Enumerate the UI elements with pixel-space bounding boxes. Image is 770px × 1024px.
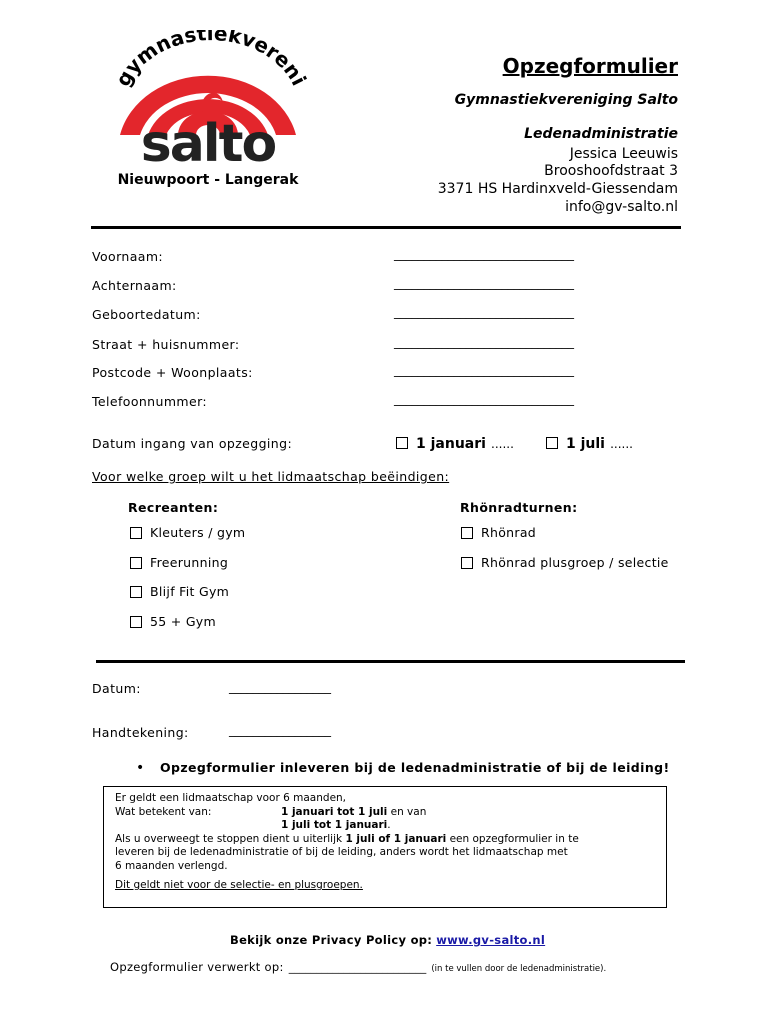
notice-line-4	[115, 833, 666, 847]
field-birthdate-input[interactable]: ______________________________	[394, 305, 574, 319]
notice-line-6: 6 maanden verlengd.	[115, 859, 228, 872]
notice-line-1: Er geldt een lidmaatschap voor 6 maanden,	[115, 792, 347, 804]
checkbox-icon[interactable]	[130, 527, 142, 539]
contact-street: Brooshoofdstraat 3	[544, 163, 678, 179]
checkbox-icon[interactable]	[396, 437, 408, 449]
field-last-name-label: Achternaam:	[92, 278, 177, 293]
field-phone-label: Telefoonnummer:	[92, 394, 208, 409]
bullet-dot: •	[136, 760, 145, 776]
notice-line-2	[115, 806, 666, 820]
processed-note: (in te vullen door de ledenadministratie).	[431, 964, 607, 974]
option-rhonrad-plus[interactable]	[461, 555, 669, 570]
notice-line-4-bold: 1 juli of 1 januari	[345, 832, 447, 845]
header-divider	[91, 226, 681, 229]
processed-input[interactable]: _________________________	[288, 961, 427, 974]
membership-notice-box	[103, 786, 667, 908]
notice-line-3	[115, 819, 666, 833]
option-kleuters[interactable]	[130, 525, 245, 540]
notice-line-2-label: Wat betekent van:	[115, 805, 212, 818]
rhonrad-heading: Rhönradturnen:	[460, 500, 578, 515]
notice-line-3-rest: .	[387, 819, 391, 831]
salto-logo	[108, 30, 308, 195]
field-phone-input[interactable]: ______________________________	[394, 392, 574, 406]
option-jul-dots: ......	[610, 437, 633, 451]
form-title: Opzegformulier	[502, 54, 678, 78]
checkbox-icon[interactable]	[130, 586, 142, 598]
option-blijf-fit-label: Blijf Fit Gym	[150, 584, 230, 599]
processed-line	[110, 956, 606, 975]
privacy-label: Bekijk onze Privacy Policy op:	[230, 933, 433, 947]
recreants-heading: Recreanten:	[128, 500, 219, 515]
field-street-input[interactable]: ______________________________	[394, 335, 574, 349]
privacy-line	[230, 933, 545, 947]
contact-email[interactable]: info@gv-salto.nl	[565, 199, 678, 215]
org-name: Gymnastiekvereniging Salto	[454, 92, 678, 108]
processed-label: Opzegformulier verwerkt op:	[110, 960, 284, 974]
option-jul-label: 1 juli	[566, 436, 605, 452]
start-date-label: Datum ingang van opzegging:	[92, 436, 293, 451]
dept-name: Ledenadministratie	[524, 126, 678, 142]
notice-line-3-bold: 1 juli tot 1 januari	[281, 819, 388, 831]
checkbox-icon[interactable]	[130, 616, 142, 628]
notice-line-2-bold: 1 januari tot 1 juli	[281, 805, 388, 818]
checkbox-icon[interactable]	[546, 437, 558, 449]
checkbox-icon[interactable]	[130, 557, 142, 569]
option-blijf-fit[interactable]	[130, 584, 229, 599]
logo-subtitle: Nieuwpoort - Langerak	[117, 172, 299, 188]
notice-line-5: leveren bij de ledenadministratie of bij de leiding, anders wordt het lidmaatschap met	[115, 846, 568, 858]
checkbox-icon[interactable]	[461, 527, 473, 539]
submit-instruction: Opzegformulier inleveren bij de ledenadministratie of bij de leiding!	[160, 760, 670, 775]
start-date-option-jan[interactable]	[396, 433, 514, 452]
start-date-option-jul[interactable]	[546, 433, 633, 452]
option-55-gym-label: 55 + Gym	[150, 614, 216, 629]
option-rhonrad-plus-label: Rhönrad plusgroep / selectie	[481, 555, 669, 570]
date-input[interactable]: _________________	[229, 680, 331, 694]
option-kleuters-label: Kleuters / gym	[150, 525, 246, 540]
notice-line-7: Dit geldt niet voor de selectie- en plusgroepen.	[115, 879, 363, 891]
checkbox-icon[interactable]	[461, 557, 473, 569]
section-divider	[96, 660, 685, 663]
option-jan-label: 1 januari	[416, 436, 486, 452]
field-birthdate-label: Geboortedatum:	[92, 307, 201, 322]
option-jan-dots: ......	[491, 437, 514, 451]
field-last-name-input[interactable]: ______________________________	[394, 276, 574, 290]
contact-city: 3371 HS Hardinxveld-Giessendam	[437, 181, 678, 197]
group-question: Voor welke groep wilt u het lidmaatschap beëindigen:	[92, 469, 450, 484]
notice-line-4-post: een opzegformulier in te	[446, 832, 579, 845]
option-55-gym[interactable]	[130, 614, 216, 629]
logo-name: salto	[140, 114, 276, 174]
option-freerunning[interactable]	[130, 555, 228, 570]
contact-name: Jessica Leeuwis	[569, 146, 678, 162]
option-freerunning-label: Freerunning	[150, 555, 229, 570]
option-rhonrad-label: Rhönrad	[481, 525, 537, 540]
field-street-label: Straat + huisnummer:	[92, 337, 240, 352]
field-postcode-input[interactable]: ______________________________	[394, 363, 574, 377]
notice-line-2-rest: en van	[387, 805, 427, 818]
field-first-name-input[interactable]: ______________________________	[394, 247, 574, 261]
date-label: Datum:	[92, 681, 141, 696]
privacy-link[interactable]: www.gv-salto.nl	[436, 933, 546, 947]
field-first-name-label: Voornaam:	[92, 249, 164, 264]
notice-line-4-pre: Als u overweegt te stoppen dient u uiterlijk	[115, 832, 346, 845]
signature-label: Handtekening:	[92, 725, 189, 740]
field-postcode-label: Postcode + Woonplaats:	[92, 365, 253, 380]
signature-input[interactable]: _________________	[229, 723, 331, 737]
option-rhonrad[interactable]	[461, 525, 536, 540]
logo-arc-text: gymnastiekveren	[110, 30, 307, 91]
